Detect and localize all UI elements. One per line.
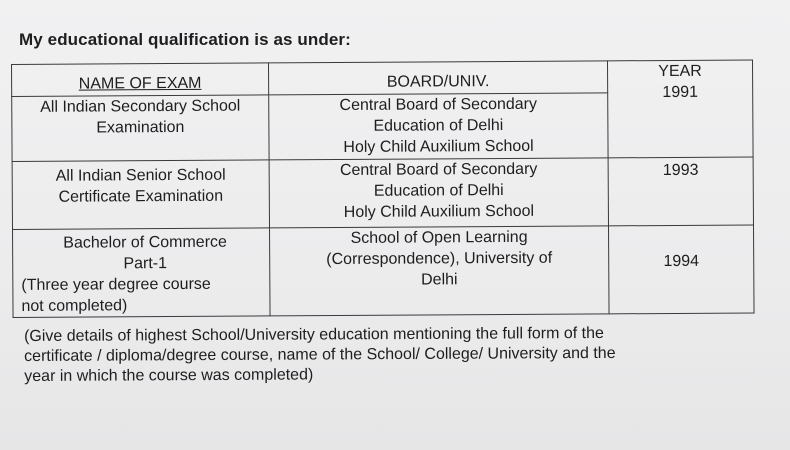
- exam-cell: [12, 95, 269, 162]
- note-line: certificate / diploma/degree course, name of the School/ College/ University and the: [24, 344, 616, 365]
- exam-line: Bachelor of Commerce: [63, 233, 227, 252]
- board-line: Holy Child Auxilium School: [343, 137, 534, 156]
- exam-line: Part-1: [123, 255, 168, 273]
- page-heading: My educational qualification is as under:: [19, 30, 351, 49]
- year-value: 1993: [662, 161, 699, 180]
- exam-line: not completed): [21, 297, 128, 315]
- board-line: Delhi: [421, 271, 458, 289]
- board-line: Education of Delhi: [373, 181, 504, 200]
- board-line: School of Open Learning: [350, 228, 528, 247]
- header-board-univ: BOARD/UNIV.: [268, 61, 607, 95]
- board-line: Education of Delhi: [373, 116, 504, 135]
- year-cell-row-1: [607, 60, 753, 158]
- note-line: (Give details of highest School/University education mentioning the full form of the: [24, 324, 604, 345]
- exam-line: Examination: [96, 118, 185, 137]
- board-cell: [269, 158, 608, 228]
- year-cell: [608, 225, 754, 314]
- exam-line: All Indian Secondary School: [40, 97, 241, 116]
- year-cell: [608, 157, 753, 226]
- header-name-of-exam: NAME OF EXAM: [12, 63, 269, 97]
- table-header-row: [12, 60, 753, 97]
- year-value: 1994: [663, 252, 700, 271]
- table-row: [12, 157, 753, 230]
- board-cell: [270, 226, 610, 316]
- board-line: Central Board of Secondary: [339, 160, 538, 179]
- exam-line: Certificate Examination: [58, 187, 224, 206]
- exam-cell: [13, 228, 271, 318]
- year-value: 1991: [662, 83, 699, 102]
- exam-cell: [12, 160, 269, 230]
- board-cell: [269, 93, 608, 160]
- note-line: year in which the course was completed): [24, 366, 314, 385]
- qualification-table: [11, 59, 755, 318]
- table-row: [13, 225, 755, 318]
- exam-line: (Three year degree course: [21, 275, 211, 294]
- header-year: YEAR: [658, 62, 702, 81]
- board-line: Central Board of Secondary: [339, 95, 538, 114]
- instruction-note: [24, 323, 744, 387]
- board-line: Holy Child Auxilium School: [343, 202, 535, 221]
- board-line: (Correspondence), University of: [326, 249, 553, 269]
- exam-line: All Indian Senior School: [55, 166, 226, 185]
